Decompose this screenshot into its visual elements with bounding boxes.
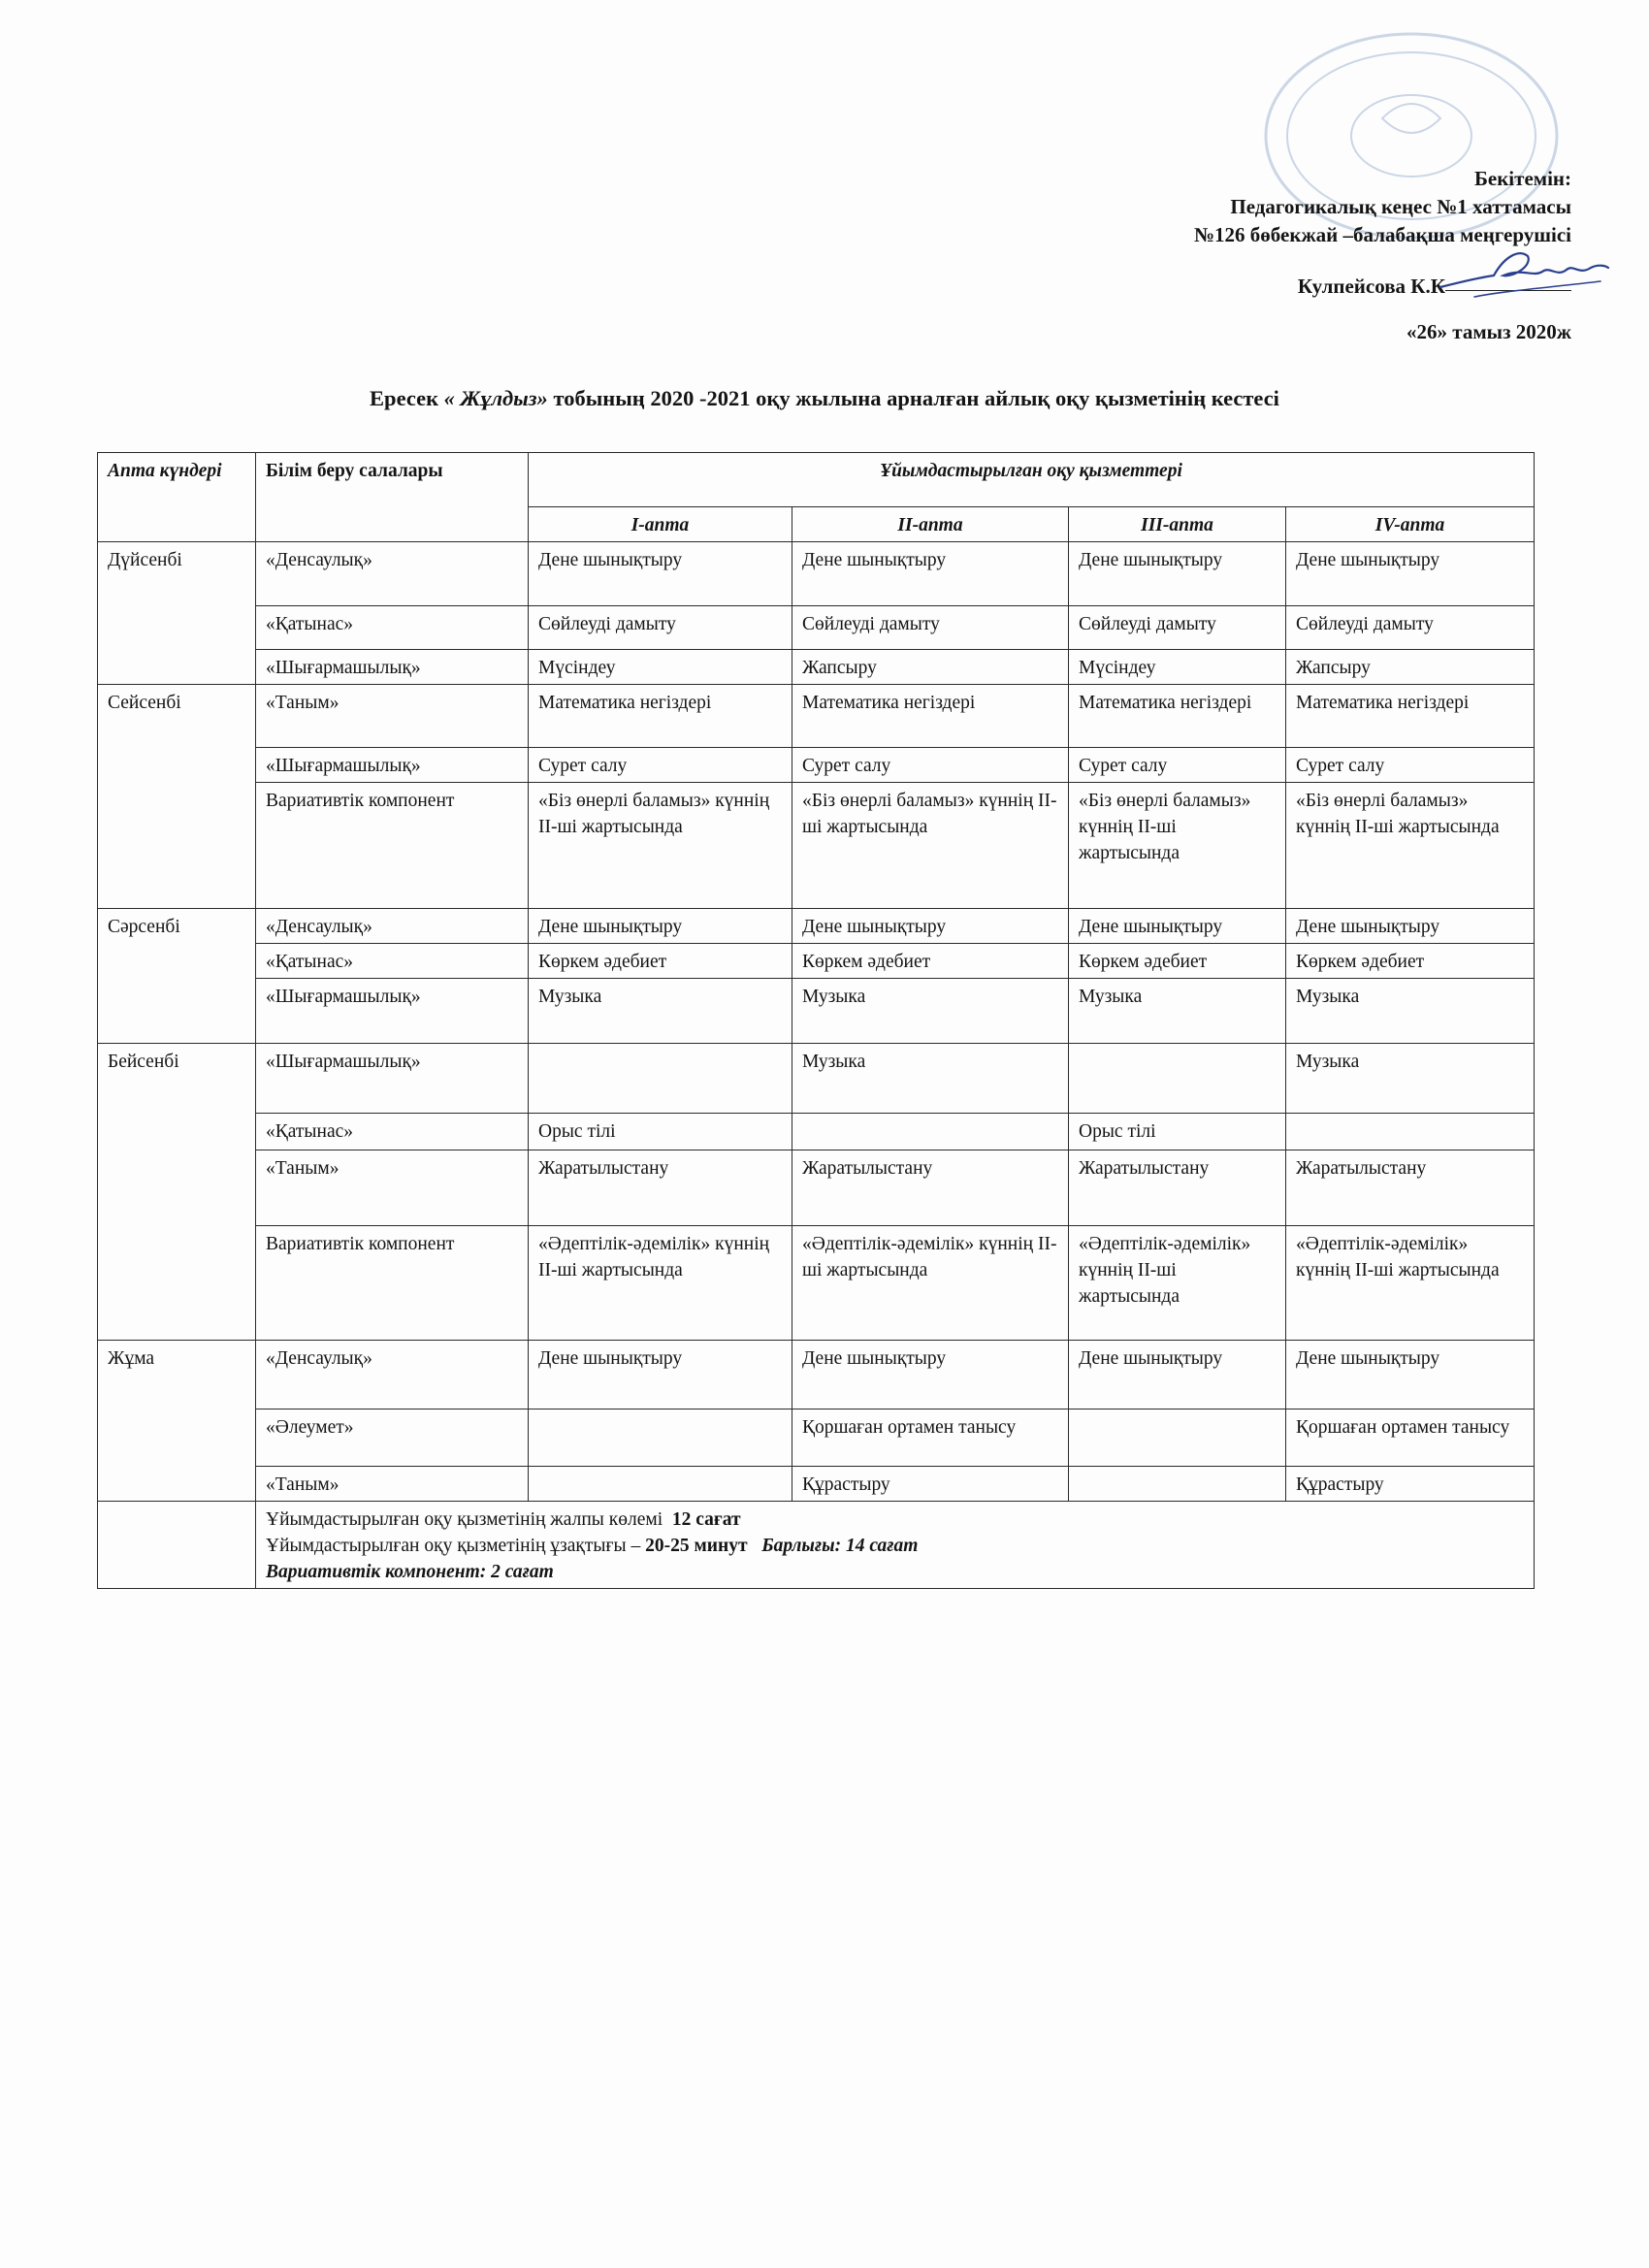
summary-row <box>98 1502 1535 1589</box>
area-cell: «Таным» <box>256 1150 529 1226</box>
activity-cell: Көркем әдебиет <box>792 944 1069 979</box>
activity-cell: Музыка <box>1286 1044 1535 1114</box>
activity-cell <box>529 1409 792 1467</box>
schedule-table <box>97 452 1535 1589</box>
activity-cell: Дене шынықтыру <box>1069 1341 1286 1409</box>
activity-cell: Математика негіздері <box>529 685 792 748</box>
activity-cell: «Әдептілік-әдемілік» күннің ІІ-ші жартысында <box>1069 1226 1286 1341</box>
activity-cell <box>792 1114 1069 1150</box>
activity-cell: Сөйлеуді дамыту <box>529 606 792 650</box>
activity-cell: Көркем әдебиет <box>529 944 792 979</box>
table-row <box>98 685 1535 748</box>
activity-cell <box>1069 1409 1286 1467</box>
activity-cell: Музыка <box>792 1044 1069 1114</box>
activity-cell <box>1286 1114 1535 1150</box>
table-row <box>98 1341 1535 1409</box>
table-row <box>98 1409 1535 1467</box>
activity-cell <box>529 1044 792 1114</box>
title-suffix: тобының 2020 -2021 оқу жылына арналған айлық оқу қызметінің кестесі <box>553 386 1279 410</box>
summary-cell <box>256 1502 1535 1589</box>
activity-cell: Орыс тілі <box>529 1114 792 1150</box>
area-cell: «Денсаулық» <box>256 909 529 944</box>
activity-cell: «Біз өнерлі баламыз» күннің ІІ-ші жартысында <box>529 783 792 909</box>
activity-cell: Дене шынықтыру <box>792 542 1069 606</box>
activity-cell: Сөйлеуді дамыту <box>792 606 1069 650</box>
signer-name: Кулпейсова К.К <box>1297 275 1445 298</box>
header-days: Апта күндері <box>98 453 256 542</box>
activity-cell <box>1069 1467 1286 1502</box>
area-cell: «Қатынас» <box>256 1114 529 1150</box>
table-row <box>98 748 1535 783</box>
summary-duration-text: Ұйымдастырылған оқу қызметінің ұзақтығы – <box>266 1536 641 1556</box>
header-areas: Білім беру салалары <box>256 453 529 542</box>
activity-cell: Орыс тілі <box>1069 1114 1286 1150</box>
activity-cell <box>529 1467 792 1502</box>
approval-council: Педагогикалық кеңес №1 хаттамасы <box>1230 195 1571 218</box>
area-cell: Вариативтік компонент <box>256 1226 529 1341</box>
area-cell: «Шығармашылық» <box>256 748 529 783</box>
table-row <box>98 1226 1535 1341</box>
header-activities: Ұйымдастырылған оқу қызметтері <box>529 453 1535 507</box>
activity-cell: Сурет салу <box>1069 748 1286 783</box>
activity-cell: Сурет салу <box>1286 748 1535 783</box>
activity-cell: Дене шынықтыру <box>1069 909 1286 944</box>
area-cell: «Қатынас» <box>256 944 529 979</box>
activity-cell: Дене шынықтыру <box>1286 909 1535 944</box>
activity-cell: Қоршаған ортамен танысу <box>1286 1409 1535 1467</box>
summary-volume-value: 12 сағат <box>671 1509 741 1530</box>
activity-cell: Көркем әдебиет <box>1286 944 1535 979</box>
summary-variative: Вариативтік компонент: 2 сағат <box>266 1562 554 1582</box>
signature <box>1436 239 1610 316</box>
table-row <box>98 650 1535 685</box>
activity-cell: Сөйлеуді дамыту <box>1069 606 1286 650</box>
table-row <box>98 979 1535 1044</box>
activity-cell: Сөйлеуді дамыту <box>1286 606 1535 650</box>
activity-cell: Қоршаған ортамен танысу <box>792 1409 1069 1467</box>
day-cell: Сәрсенбі <box>98 909 256 1044</box>
activity-cell: Мүсіндеу <box>1069 650 1286 685</box>
activity-cell: «Әдептілік-әдемілік» күннің ІІ-ші жартысында <box>529 1226 792 1341</box>
activity-cell: Жаратылыстану <box>529 1150 792 1226</box>
title-group: « Жұлдыз» <box>443 386 548 410</box>
header-week-1: I-апта <box>529 507 792 542</box>
activity-cell: Музыка <box>1286 979 1535 1044</box>
activity-cell: Музыка <box>1069 979 1286 1044</box>
approval-title: Бекітемін: <box>1473 167 1571 190</box>
activity-cell: Құрастыру <box>792 1467 1069 1502</box>
activity-cell: Сурет салу <box>529 748 792 783</box>
table-row <box>98 606 1535 650</box>
activity-cell: Математика негіздері <box>1069 685 1286 748</box>
area-cell: «Қатынас» <box>256 606 529 650</box>
area-cell: «Әлеумет» <box>256 1409 529 1467</box>
activity-cell: «Әдептілік-әдемілік» күннің ІІ-ші жартысында <box>1286 1226 1535 1341</box>
header-week-2: II-апта <box>792 507 1069 542</box>
table-row <box>98 1044 1535 1114</box>
activity-cell: Дене шынықтыру <box>792 909 1069 944</box>
table-row <box>98 944 1535 979</box>
activity-cell: Сурет салу <box>792 748 1069 783</box>
activity-cell: «Біз өнерлі баламыз» күннің ІІ-ші жартысында <box>792 783 1069 909</box>
document-title <box>97 386 1552 411</box>
activity-cell: «Әдептілік-әдемілік» күннің ІІ-ші жартысында <box>792 1226 1069 1341</box>
activity-cell: «Біз өнерлі баламыз» күннің ІІ-ші жартысында <box>1286 783 1535 909</box>
table-row <box>98 783 1535 909</box>
day-cell: Сейсенбі <box>98 685 256 909</box>
table-row <box>98 1150 1535 1226</box>
header-week-4: IV-апта <box>1286 507 1535 542</box>
area-cell: Вариативтік компонент <box>256 783 529 909</box>
activity-cell: Жаратылыстану <box>1286 1150 1535 1226</box>
table-row <box>98 909 1535 944</box>
area-cell: «Таным» <box>256 1467 529 1502</box>
area-cell: «Шығармашылық» <box>256 1044 529 1114</box>
activity-cell: «Біз өнерлі баламыз» күннің ІІ-ші жартысында <box>1069 783 1286 909</box>
summary-empty <box>98 1502 256 1589</box>
activity-cell: Жаратылыстану <box>1069 1150 1286 1226</box>
area-cell: «Таным» <box>256 685 529 748</box>
activity-cell: Дене шынықтыру <box>529 1341 792 1409</box>
day-cell: Бейсенбі <box>98 1044 256 1341</box>
title-prefix: Ересек <box>370 386 439 410</box>
area-cell: «Шығармашылық» <box>256 650 529 685</box>
activity-cell: Көркем әдебиет <box>1069 944 1286 979</box>
activity-cell: Жаратылыстану <box>792 1150 1069 1226</box>
activity-cell: Дене шынықтыру <box>1286 542 1535 606</box>
summary-volume-text: Ұйымдастырылған оқу қызметінің жалпы көлемі <box>266 1509 663 1530</box>
table-row <box>98 1114 1535 1150</box>
day-cell: Дүйсенбі <box>98 542 256 685</box>
activity-cell: Математика негіздері <box>1286 685 1535 748</box>
table-row <box>98 542 1535 606</box>
activity-cell <box>1069 1044 1286 1114</box>
day-cell: Жұма <box>98 1341 256 1502</box>
activity-cell: Жапсыру <box>792 650 1069 685</box>
activity-cell: Дене шынықтыру <box>1286 1341 1535 1409</box>
activity-cell: Музыка <box>792 979 1069 1044</box>
schedule-body <box>98 542 1535 1589</box>
activity-cell: Жапсыру <box>1286 650 1535 685</box>
area-cell: «Шығармашылық» <box>256 979 529 1044</box>
activity-cell: Дене шынықтыру <box>529 542 792 606</box>
table-row <box>98 1467 1535 1502</box>
activity-cell: Дене шынықтыру <box>792 1341 1069 1409</box>
approval-date: «26» тамыз 2020ж <box>1406 320 1571 343</box>
activity-cell: Музыка <box>529 979 792 1044</box>
approval-head: №126 бөбекжай –балабақша меңгерушісі <box>1193 223 1571 246</box>
activity-cell: Құрастыру <box>1286 1467 1535 1502</box>
summary-total: Барлығы: 14 сағат <box>761 1536 919 1556</box>
activity-cell: Дене шынықтыру <box>1069 542 1286 606</box>
header-week-3: III-апта <box>1069 507 1286 542</box>
activity-cell: Математика негіздері <box>792 685 1069 748</box>
activity-cell: Мүсіндеу <box>529 650 792 685</box>
summary-duration-value: 20-25 минут <box>645 1536 748 1556</box>
area-cell: «Денсаулық» <box>256 1341 529 1409</box>
activity-cell: Дене шынықтыру <box>529 909 792 944</box>
area-cell: «Денсаулық» <box>256 542 529 606</box>
